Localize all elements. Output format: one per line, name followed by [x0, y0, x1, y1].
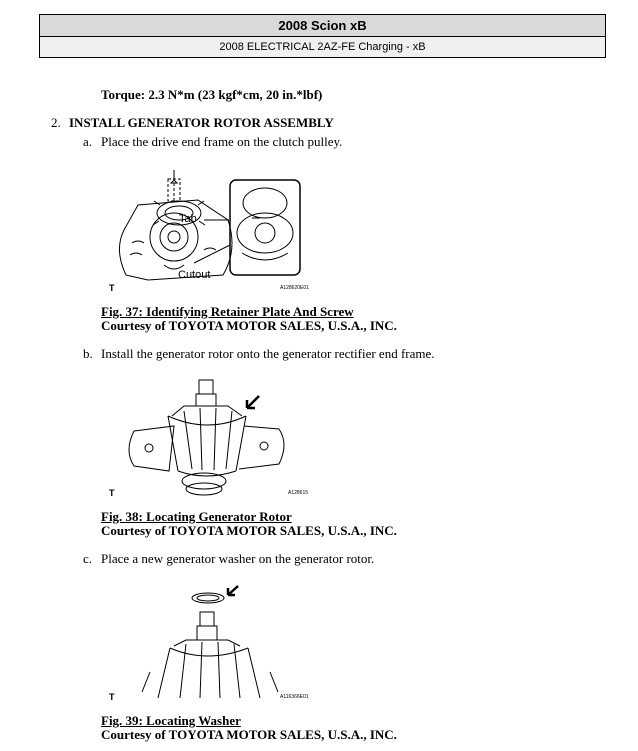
substep-b-text: Install the generator rotor onto the generator rectifier end frame.: [101, 346, 435, 361]
figure-38-caption: Fig. 38: Locating Generator Rotor: [101, 509, 292, 524]
header-subtitle: 2008 ELECTRICAL 2AZ-FE Charging - xB: [40, 37, 605, 57]
figure-37-code: A128620E01: [280, 285, 309, 291]
figure-37-t-mark: T: [109, 283, 115, 293]
substep-c-letter: c.: [83, 551, 93, 566]
step-number: 2.: [51, 115, 61, 130]
header-title: 2008 Scion xB: [40, 15, 605, 37]
figure-39-code: A116366E01: [280, 694, 309, 700]
figure-37-courtesy: Courtesy of TOYOTA MOTOR SALES, U.S.A., INC.: [101, 318, 397, 333]
torque-spec: Torque: 2.3 N*m (23 kgf*cm, 20 in.*lbf): [101, 87, 323, 102]
figure-38-t-mark: T: [109, 488, 115, 498]
substep-a-text: Place the drive end frame on the clutch pulley.: [101, 134, 343, 149]
figure-37-illustration: [104, 165, 329, 295]
page-header: [39, 14, 606, 58]
figure-39-illustration: [130, 582, 310, 704]
figure-39-t-mark: T: [109, 692, 115, 702]
figure-38-courtesy: Courtesy of TOYOTA MOTOR SALES, U.S.A., INC.: [101, 523, 397, 538]
figure-38-illustration: [104, 376, 329, 501]
step-title: INSTALL GENERATOR ROTOR ASSEMBLY: [69, 115, 334, 130]
substep-b-letter: b.: [83, 346, 93, 361]
figure-39-courtesy: Courtesy of TOYOTA MOTOR SALES, U.S.A., INC.: [101, 727, 397, 742]
figure-38-code: A128615: [288, 490, 309, 496]
substep-a-letter: a.: [83, 134, 93, 149]
substep-c-text: Place a new generator washer on the generator rotor.: [101, 551, 375, 566]
label-tab: Tab: [179, 213, 197, 225]
figure-37-caption: Fig. 37: Identifying Retainer Plate And Screw: [101, 304, 354, 319]
figure-39-caption: Fig. 39: Locating Washer: [101, 713, 241, 728]
label-cutout: Cutout: [178, 269, 211, 281]
